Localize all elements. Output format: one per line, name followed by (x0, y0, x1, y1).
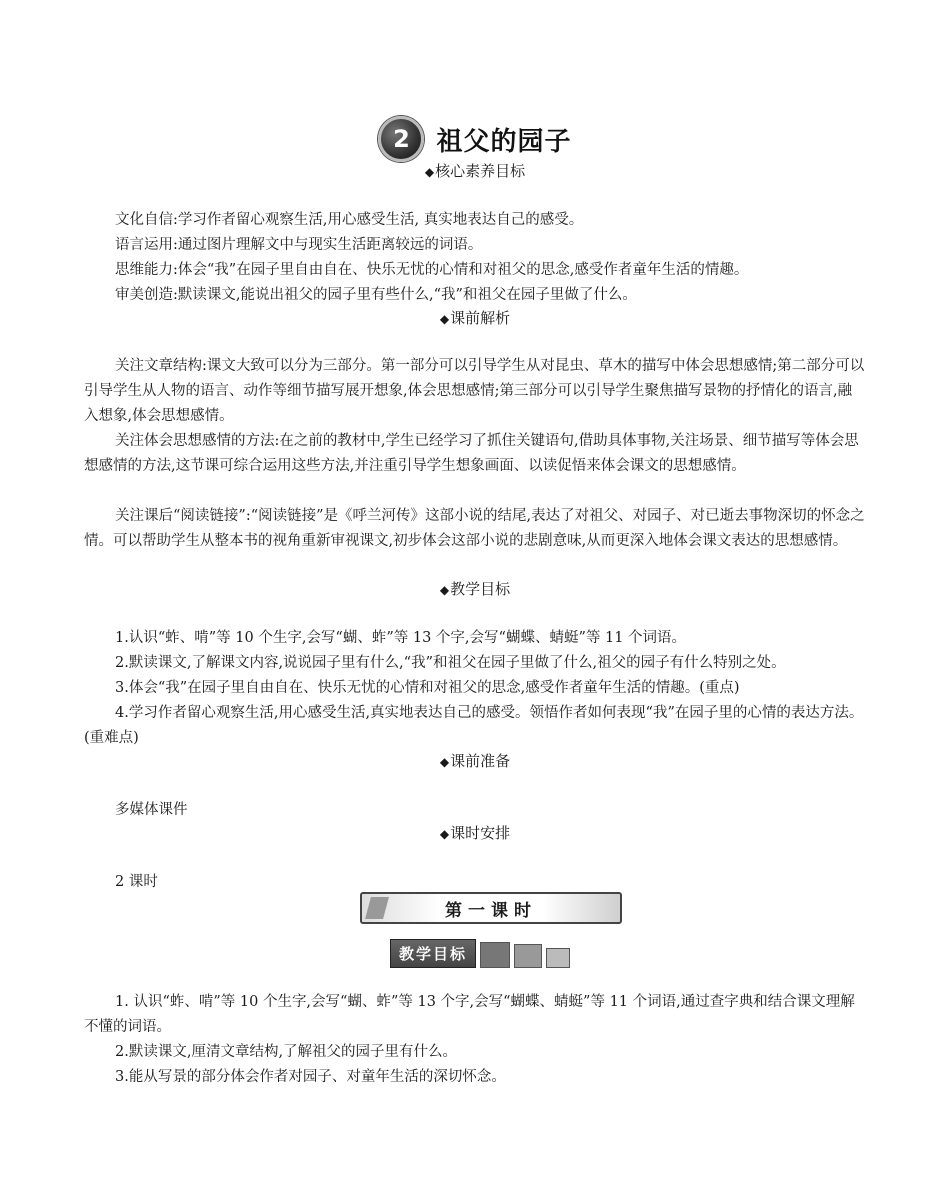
goal-item: 3.体会“我”在园子里自由自在、快乐无忧的心情和对祖父的思念,感受作者童年生活的情趣。(重点) (115, 680, 740, 696)
prep-text: 多媒体课件 (115, 802, 188, 818)
lesson-title: 祖父的园子 (436, 126, 572, 157)
goal-item: 4.学习作者留心观察生活,用心感受生活,真实地表达自己的感受。领悟作者如何表现“我”在园子里的心情的表达方法。(重难点) (84, 705, 864, 746)
diamond-icon: ◆ (424, 165, 435, 179)
section-heading-goals: ◆教学目标 (439, 580, 511, 598)
period-banner-label: 第一课时 (445, 900, 537, 921)
period-goal-item: 3.能从写景的部分体会作者对园子、对童年生活的深切怀念。 (115, 1069, 506, 1085)
objective-tag (390, 939, 570, 968)
goal-item: 1.认识“蚱、啃”等 10 个生字,会写“蝴、蚱”等 13 个字,会写“蝴蝶、蜻蜓”等 11 个词语。 (115, 630, 687, 646)
lesson-header (0, 116, 950, 162)
diamond-icon: ◆ (439, 827, 450, 841)
section-heading-analysis: ◆课前解析 (439, 309, 511, 327)
section-heading-core: ◆核心素养目标 (424, 162, 526, 180)
period-goal-item: 2.默读课文,厘清文章结构,了解祖父的园子里有什么。 (115, 1044, 458, 1060)
core-item: 思维能力:体会“我”在园子里自由自在、快乐无忧的心情和对祖父的思念,感受作者童年生活的情趣。 (115, 262, 749, 278)
diamond-icon: ◆ (439, 312, 450, 326)
banner-corner-decoration (365, 897, 389, 919)
schedule-text: 2 课时 (115, 874, 158, 890)
objective-tag-label: 教学目标 (390, 939, 476, 968)
section-heading-schedule: ◆课时安排 (439, 824, 511, 842)
core-item: 审美创造:默读课文,能说出祖父的园子里有些什么,“我”和祖父在园子里做了什么。 (115, 287, 637, 303)
analysis-para: 关注课后“阅读链接”:“阅读链接”是《呼兰河传》这部小说的结尾,表达了对祖父、对园子、对已逝去事物深切的怀念之情。可以帮助学生从整本书的视角重新审视课文,初步体会这部小说的悲剧意味,从而更深入地体会课文表达的思想感情。 (84, 508, 865, 549)
core-item: 文化自信:学习作者留心观察生活,用心感受生活, 真实地表达自己的感受。 (115, 212, 584, 228)
period-banner (360, 892, 622, 924)
diamond-icon: ◆ (439, 583, 450, 597)
decor-square (514, 944, 542, 968)
lesson-number-badge: 2 (378, 116, 424, 162)
decor-square (546, 948, 570, 968)
goal-item: 2.默读课文,了解课文内容,说说园子里有什么,“我”和祖父在园子里做了什么,祖父的园子有什么特别之处。 (115, 655, 786, 671)
section-heading-prep: ◆课前准备 (439, 752, 511, 770)
analysis-para: 关注文章结构:课文大致可以分为三部分。第一部分可以引导学生从对昆虫、草木的描写中体会思想感情;第二部分可以引导学生从人物的语言、动作等细节描写展开想象,体会思想感情;第三部分可以引导学生聚焦描写景物的抒情化的语言,融入想象,体会思想感情。 (84, 358, 865, 424)
core-item: 语言运用:通过图片理解文中与现实生活距离较远的词语。 (115, 237, 483, 253)
decor-square (480, 942, 510, 968)
period-goal-item: 1. 认识“蚱、啃”等 10 个生字,会写“蝴、蚱”等 13 个字,会写“蝴蝶、蜻蜓”等 11 个词语,通过查字典和结合课文理解不懂的词语。 (84, 994, 855, 1035)
diamond-icon: ◆ (439, 755, 450, 769)
analysis-para: 关注体会思想感情的方法:在之前的教材中,学生已经学习了抓住关键语句,借助具体事物,关注场景、细节描写等体会思想感情的方法,这节课可综合运用这些方法,并注重引导学生想象画面、以读促悟来体会课文的思想感情。 (84, 433, 859, 474)
